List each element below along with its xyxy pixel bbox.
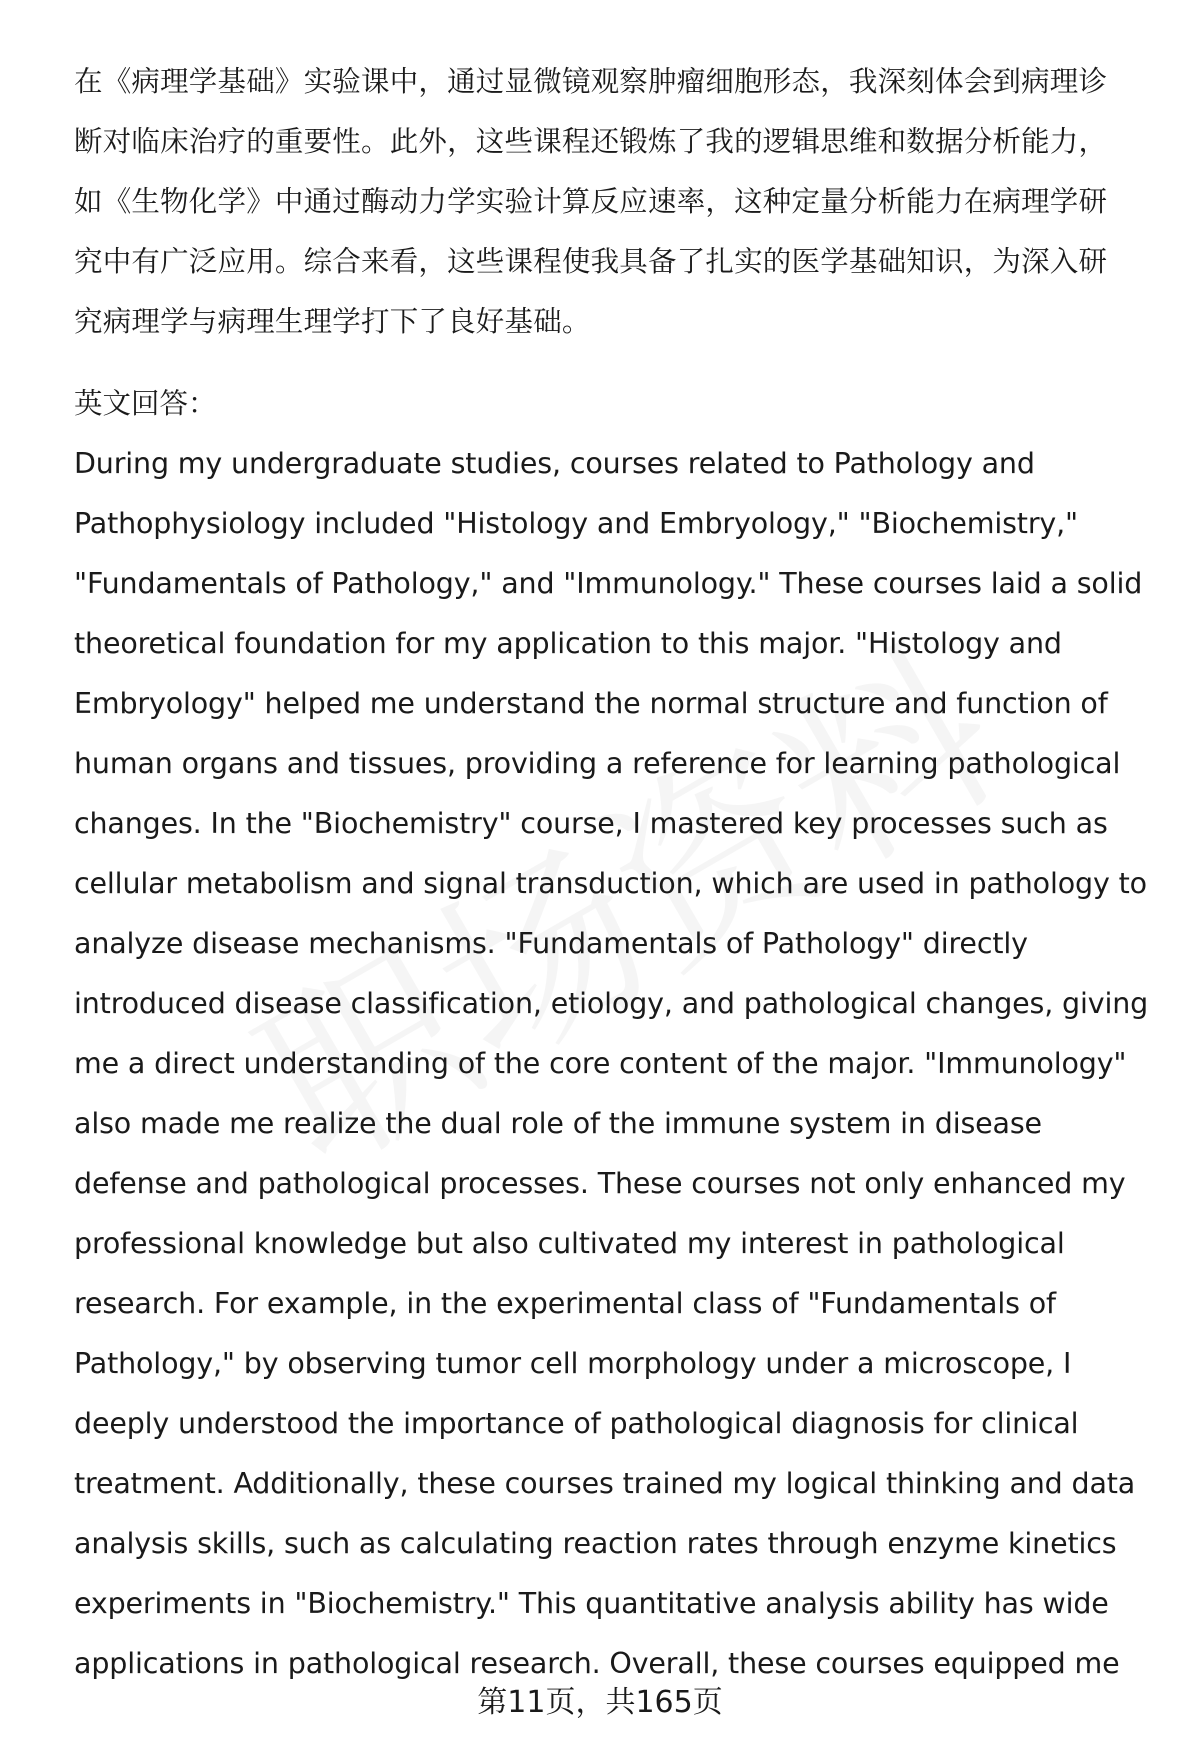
english-answer-heading: 英文回答： xyxy=(74,387,217,420)
text-line: Pathophysiology included "Histology and Embryology," "Biochemistry," xyxy=(74,507,1078,540)
text-line: During my undergraduate studies, courses related to Pathology and xyxy=(74,447,1035,480)
text-line: also made me realize the dual role of the immune system in disease xyxy=(74,1107,1042,1140)
text-line: Embryology" helped me understand the normal structure and function of xyxy=(74,687,1108,720)
text-line: Pathology," by observing tumor cell morphology under a microscope, I xyxy=(74,1347,1072,1380)
text-line: analyze disease mechanisms. "Fundamentals of Pathology" directly xyxy=(74,927,1028,960)
text-line: analysis skills, such as calculating reaction rates through enzyme kinetics xyxy=(74,1527,1117,1560)
text-line: treatment. Additionally, these courses trained my logical thinking and data xyxy=(74,1467,1136,1500)
text-line: theoretical foundation for my application to this major. "Histology and xyxy=(74,627,1062,660)
text-line: "Fundamentals of Pathology," and "Immunology." These courses laid a solid xyxy=(74,567,1143,600)
text-line: defense and pathological processes. These courses not only enhanced my xyxy=(74,1167,1126,1200)
text-line: me a direct understanding of the core content of the major. "Immunology" xyxy=(74,1047,1127,1080)
text-line: changes. In the "Biochemistry" course, I mastered key processes such as xyxy=(74,807,1108,840)
text-line: research. For example, in the experimental class of "Fundamentals of xyxy=(74,1287,1056,1320)
text-line: cellular metabolism and signal transduction, which are used in pathology to xyxy=(74,867,1147,900)
text-line: applications in pathological research. Overall, these courses equipped me xyxy=(74,1647,1120,1680)
page-content xyxy=(74,52,1164,1694)
text-line: 如《生物化学》中通过酶动力学实验计算反应速率，这种定量分析能力在病理学研 xyxy=(74,185,1108,218)
text-line: 断对临床治疗的重要性。此外，这些课程还锻炼了我的逻辑思维和数据分析能力， xyxy=(74,125,1108,158)
text-line: human organs and tissues, providing a reference for learning pathological xyxy=(74,747,1121,780)
text-line: professional knowledge but also cultivated my interest in pathological xyxy=(74,1227,1065,1260)
page-number-footer: 第11页，共165页 xyxy=(477,1685,723,1720)
chinese-answer-paragraph xyxy=(74,52,1164,352)
text-line: 究中有广泛应用。综合来看，这些课程使我具备了扎实的医学基础知识，为深入研 xyxy=(74,245,1108,278)
text-line: experiments in "Biochemistry." This quantitative analysis ability has wide xyxy=(74,1587,1109,1620)
text-line: 在《病理学基础》实验课中，通过显微镜观察肿瘤细胞形态，我深刻体会到病理诊 xyxy=(74,65,1108,98)
text-line: 究病理学与病理生理学打下了良好基础。 xyxy=(74,305,591,338)
text-line: deeply understood the importance of pathological diagnosis for clinical xyxy=(74,1407,1079,1440)
english-answer-paragraph xyxy=(74,434,1164,1694)
text-line: introduced disease classification, etiology, and pathological changes, giving xyxy=(74,987,1149,1020)
